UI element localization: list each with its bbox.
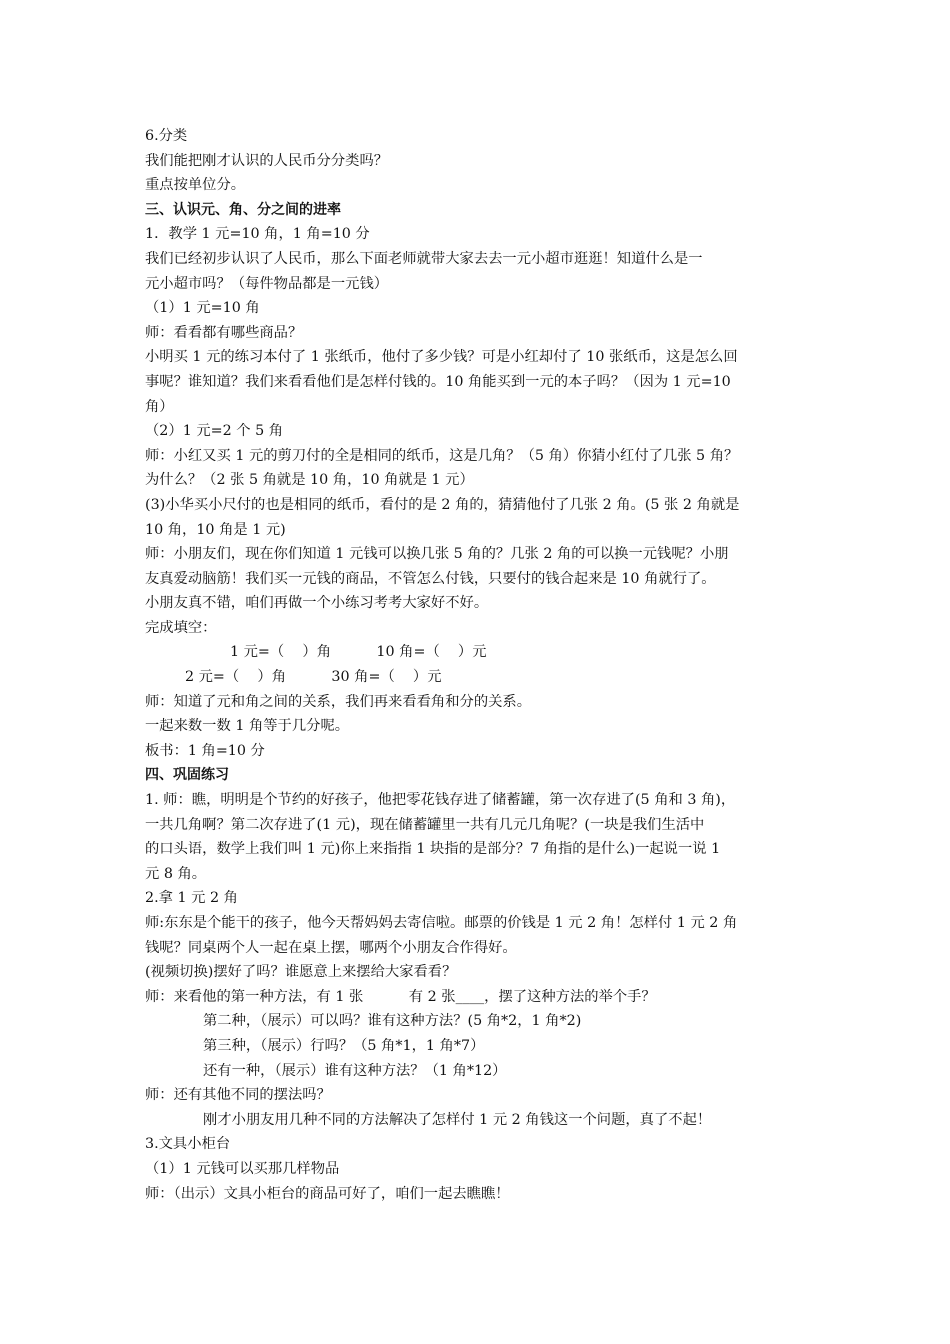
paragraph-line: 小明买 1 元的练习本付了 1 张纸币，他付了多少钱？可是小红却付了 10 张纸币，这是怎么回 (145, 349, 738, 366)
fill-blank-exercise: 1 元=（ ）角 10 角=（ ）元 (230, 644, 487, 661)
paragraph-line: 1．教学 1 元=10 角，1 角=10 分 (145, 226, 370, 243)
paragraph-line: 元小超市吗？（每件物品都是一元钱） (145, 275, 389, 292)
paragraph-line: 元 8 角。 (145, 865, 207, 882)
paragraph-line: 为什么？（2 张 5 角就是 10 角，10 角就是 1 元） (145, 472, 474, 489)
paragraph-line: 师：（出示）文具小柜台的商品可好了，咱们一起去瞧瞧！ (145, 1185, 510, 1202)
paragraph-line: 师：看看都有哪些商品？ (145, 324, 303, 341)
paragraph-line: (视频切换)摆好了吗？谁愿意上来摆给大家看看？ (145, 964, 457, 981)
paragraph-line: (3)小华买小尺付的也是相同的纸币，看付的是 2 角的，猜猜他付了几张 2 角。(5 张 2 角就是 (145, 496, 740, 513)
paragraph-line: 钱呢？同桌两个人一起在桌上摆，哪两个小朋友合作得好。 (145, 939, 517, 956)
paragraph-line: 师：还有其他不同的摆法吗？ (145, 1087, 331, 1104)
paragraph-line: 小朋友真不错，咱们再做一个小练习考考大家好不好。 (145, 595, 489, 612)
paragraph-line: （1）1 元=10 角 (145, 300, 260, 317)
paragraph-line: 事呢？谁知道？我们来看看他们是怎样付钱的。10 角能买到一元的本子吗？（因为 1 元=10 (145, 373, 731, 390)
paragraph-line: 2.拿 1 元 2 角 (145, 890, 238, 907)
paragraph-line: 的口头语，数学上我们叫 1 元)你上来指指 1 块指的是部分？7 角指的是什么)一起说一说 1 (145, 841, 721, 858)
paragraph-line: 师：小红又买 1 元的剪刀付的全是相同的纸币，这是几角？（5 角）你猜小红付了几张 5 角？ (145, 447, 739, 464)
paragraph-line: 完成填空： (145, 619, 217, 636)
paragraph-line: 刚才小朋友用几种不同的方法解决了怎样付 1 元 2 角钱这一个问题，真了不起！ (203, 1111, 712, 1128)
section-heading-bold: 四、巩固练习 (145, 767, 229, 784)
section-heading-bold: 三、认识元、角、分之间的进率 (145, 201, 341, 218)
paragraph-line: 还有一种，（展示）谁有这种方法？（1 角*12） (203, 1062, 507, 1079)
paragraph-line: 角） (145, 398, 174, 415)
section-heading: 6.分类 (145, 128, 188, 144)
paragraph-line: （1）1 元钱可以买那几样物品 (145, 1160, 340, 1177)
paragraph-line: 师：来看他的第一种方法，有 1 张 有 2 张____，摆了这种方法的举个手？ (145, 988, 656, 1005)
paragraph-line: （2）1 元=2 个 5 角 (145, 423, 284, 440)
paragraph-line: 第二种，（展示）可以吗？谁有这种方法？(5 角*2，1 角*2) (203, 1013, 582, 1030)
paragraph-line: 师：小朋友们，现在你们知道 1 元钱可以换几张 5 角的？几张 2 角的可以换一元钱呢？小朋 (145, 546, 729, 563)
paragraph-line: 第三种，（展示）行吗？（5 角*1，1 角*7） (203, 1037, 485, 1054)
paragraph-line: 我们能把刚才认识的人民币分分类吗？ (145, 152, 389, 169)
paragraph-line: 一共几角啊？第二次存进了(1 元)，现在储蓄罐里一共有几元几角呢？(一块是我们生活中 (145, 816, 705, 833)
fill-blank-exercise: 2 元=（ ）角 30 角=（ ）元 (185, 669, 442, 686)
paragraph-line: 重点按单位分。 (145, 177, 246, 194)
document-body (145, 124, 810, 1206)
paragraph-line: 10 角，10 角是 1 元) (145, 521, 286, 538)
paragraph-line: 友真爱动脑筋！我们买一元钱的商品，不管怎么付钱，只要付的钱合起来是 10 角就行了。 (145, 570, 716, 587)
paragraph-line: 一起来数一数 1 角等于几分呢。 (145, 718, 350, 735)
paragraph-line: 3.文具小柜台 (145, 1136, 231, 1153)
paragraph-line: 板书：1 角=10 分 (145, 742, 265, 759)
paragraph-line: 1. 师：瞧，明明是个节约的好孩子，他把零花钱存进了储蓄罐，第一次存进了(5 角和 3 角)， (145, 792, 736, 809)
paragraph-line: 我们已经初步认识了人民币，那么下面老师就带大家去去一元小超市逛逛！知道什么是一 (145, 250, 703, 267)
paragraph-line: 师:东东是个能干的孩子，他今天帮妈妈去寄信啦。邮票的价钱是 1 元 2 角！怎样付 1 元 2 角 (145, 915, 738, 931)
paragraph-line: 师：知道了元和角之间的关系，我们再来看看角和分的关系。 (145, 693, 532, 710)
